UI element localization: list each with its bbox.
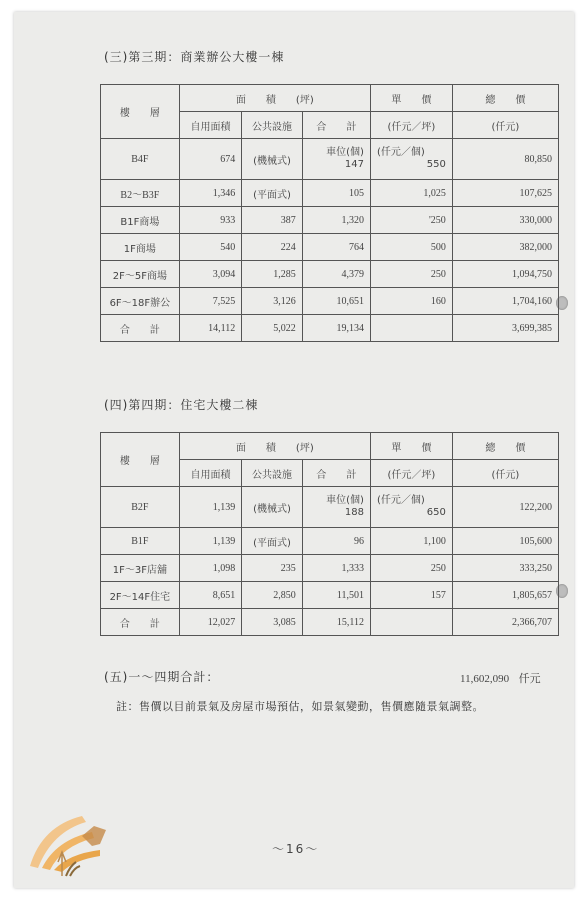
- table-row: [101, 528, 559, 555]
- cell-total: 764: [302, 234, 370, 261]
- table-row: [101, 180, 559, 207]
- cell-floor: B2F: [101, 487, 180, 528]
- section4-title: (四)第四期：住宅大樓二棟: [104, 398, 259, 412]
- header-total-price-unit: (仟元): [452, 460, 558, 487]
- cell-public: (機械式): [242, 139, 303, 180]
- cell-floor: 1F～3F店舖: [101, 555, 180, 582]
- cell-unit-value: 650: [426, 507, 446, 518]
- cell-total: 105: [302, 180, 370, 207]
- cell-price: 80,850: [452, 139, 558, 180]
- cell-unit-note: (仟元／個): [376, 495, 425, 506]
- cell-self: 933: [179, 207, 241, 234]
- table-row: [101, 261, 559, 288]
- cell-floor: 6F～18F辦公: [101, 288, 180, 315]
- cell-floor: B4F: [101, 139, 180, 180]
- table-header-row: [101, 85, 559, 112]
- cell-public: 5,022: [242, 315, 303, 342]
- cell-total-note: 車位(個): [326, 495, 364, 506]
- header-total: 合 計: [302, 460, 370, 487]
- header-unit-price-unit: (仟元／坪): [370, 112, 452, 139]
- table-row: [101, 288, 559, 315]
- cell-total-value: 188: [344, 507, 364, 518]
- table-row: [101, 487, 559, 528]
- cell-unit: 250: [370, 261, 452, 288]
- header-self-area: 自用面積: [179, 460, 241, 487]
- cell-unit: [370, 139, 452, 180]
- cell-price: 1,704,160: [452, 288, 558, 315]
- cell-unit: 157: [370, 582, 452, 609]
- table-total-row: [101, 609, 559, 636]
- header-self-area: 自用面積: [179, 112, 241, 139]
- table-row: [101, 207, 559, 234]
- summary-label: (五)一～四期合計：: [104, 670, 220, 684]
- cell-public: 2,850: [242, 582, 303, 609]
- cell-total: 11,501: [302, 582, 370, 609]
- cell-price: 105,600: [452, 528, 558, 555]
- cell-total: [302, 487, 370, 528]
- cell-total: 1,333: [302, 555, 370, 582]
- cell-self: 1,098: [179, 555, 241, 582]
- cell-price: 1,805,657: [452, 582, 558, 609]
- publisher-logo-icon: [22, 806, 112, 882]
- cell-public: 1,285: [242, 261, 303, 288]
- footnote: 註：售價以目前景氣及房屋市場預估，如景氣變動，售價應隨景氣調整。: [116, 700, 484, 713]
- cell-self: 540: [179, 234, 241, 261]
- summary-total: [460, 670, 541, 686]
- cell-price: 3,699,385: [452, 315, 558, 342]
- header-area: 面 積 (坪): [179, 433, 370, 460]
- section4-table: [100, 432, 559, 636]
- table-row: [101, 582, 559, 609]
- cell-unit: [370, 487, 452, 528]
- cell-total: 19,134: [302, 315, 370, 342]
- cell-self: 8,651: [179, 582, 241, 609]
- cell-self: 3,094: [179, 261, 241, 288]
- cell-floor: 2F～5F商場: [101, 261, 180, 288]
- page-number: ～16～: [272, 842, 320, 856]
- cell-total: 15,112: [302, 609, 370, 636]
- cell-floor: 合 計: [101, 609, 180, 636]
- cell-public: (平面式): [242, 180, 303, 207]
- cell-total-note: 車位(個): [326, 147, 364, 158]
- section3-title: (三)第三期：商業辦公大樓一棟: [104, 50, 285, 64]
- cell-floor: 2F～14F住宅: [101, 582, 180, 609]
- cell-self: 12,027: [179, 609, 241, 636]
- cell-public: 3,085: [242, 609, 303, 636]
- cell-floor: 1F商場: [101, 234, 180, 261]
- summary-unit: 仟元: [518, 672, 541, 685]
- cell-price: 330,000: [452, 207, 558, 234]
- cell-public: 3,126: [242, 288, 303, 315]
- cell-total: [302, 139, 370, 180]
- cell-unit: 500: [370, 234, 452, 261]
- cell-self: 1,346: [179, 180, 241, 207]
- table-header-row: [101, 433, 559, 460]
- cell-price: 2,366,707: [452, 609, 558, 636]
- cell-unit-value: 550: [426, 159, 446, 170]
- table-row: [101, 139, 559, 180]
- section3-table: [100, 84, 559, 342]
- header-total-price: 總 價: [452, 85, 558, 112]
- cell-unit: 250: [370, 555, 452, 582]
- header-unit-price: 單 價: [370, 433, 452, 460]
- cell-self: 7,525: [179, 288, 241, 315]
- table-row: [101, 555, 559, 582]
- header-area: 面 積 (坪): [179, 85, 370, 112]
- cell-total: 96: [302, 528, 370, 555]
- cell-self: 1,139: [179, 487, 241, 528]
- table-total-row: [101, 315, 559, 342]
- cell-public: 387: [242, 207, 303, 234]
- header-total-price-unit: (仟元): [452, 112, 558, 139]
- cell-price: 382,000: [452, 234, 558, 261]
- cell-unit: [370, 609, 452, 636]
- cell-unit-note: (仟元／個): [376, 147, 425, 158]
- cell-total: 4,379: [302, 261, 370, 288]
- cell-public: (機械式): [242, 487, 303, 528]
- cell-price: 122,200: [452, 487, 558, 528]
- header-public: 公共設施: [242, 460, 303, 487]
- cell-floor: 合 計: [101, 315, 180, 342]
- cell-price: 333,250: [452, 555, 558, 582]
- cell-self: 674: [179, 139, 241, 180]
- header-unit-price-unit: (仟元／坪): [370, 460, 452, 487]
- cell-unit: 1,025: [370, 180, 452, 207]
- cell-unit: 1,100: [370, 528, 452, 555]
- cell-floor: B1F商場: [101, 207, 180, 234]
- cell-total: 10,651: [302, 288, 370, 315]
- summary-value: 11,602,090: [460, 673, 510, 685]
- table-row: [101, 234, 559, 261]
- header-floor: 樓 層: [101, 433, 180, 487]
- cell-floor: B1F: [101, 528, 180, 555]
- cell-price: 107,625: [452, 180, 558, 207]
- header-total: 合 計: [302, 112, 370, 139]
- cell-public: 235: [242, 555, 303, 582]
- cell-floor: B2～B3F: [101, 180, 180, 207]
- cell-self: 14,112: [179, 315, 241, 342]
- cell-public: 224: [242, 234, 303, 261]
- cell-public: (平面式): [242, 528, 303, 555]
- cell-price: 1,094,750: [452, 261, 558, 288]
- cell-total-value: 147: [344, 159, 364, 170]
- cell-unit: 160: [370, 288, 452, 315]
- cell-self: 1,139: [179, 528, 241, 555]
- header-public: 公共設施: [242, 112, 303, 139]
- cell-unit: '250: [370, 207, 452, 234]
- cell-unit: [370, 315, 452, 342]
- header-unit-price: 單 價: [370, 85, 452, 112]
- cell-total: 1,320: [302, 207, 370, 234]
- header-total-price: 總 價: [452, 433, 558, 460]
- header-floor: 樓 層: [101, 85, 180, 139]
